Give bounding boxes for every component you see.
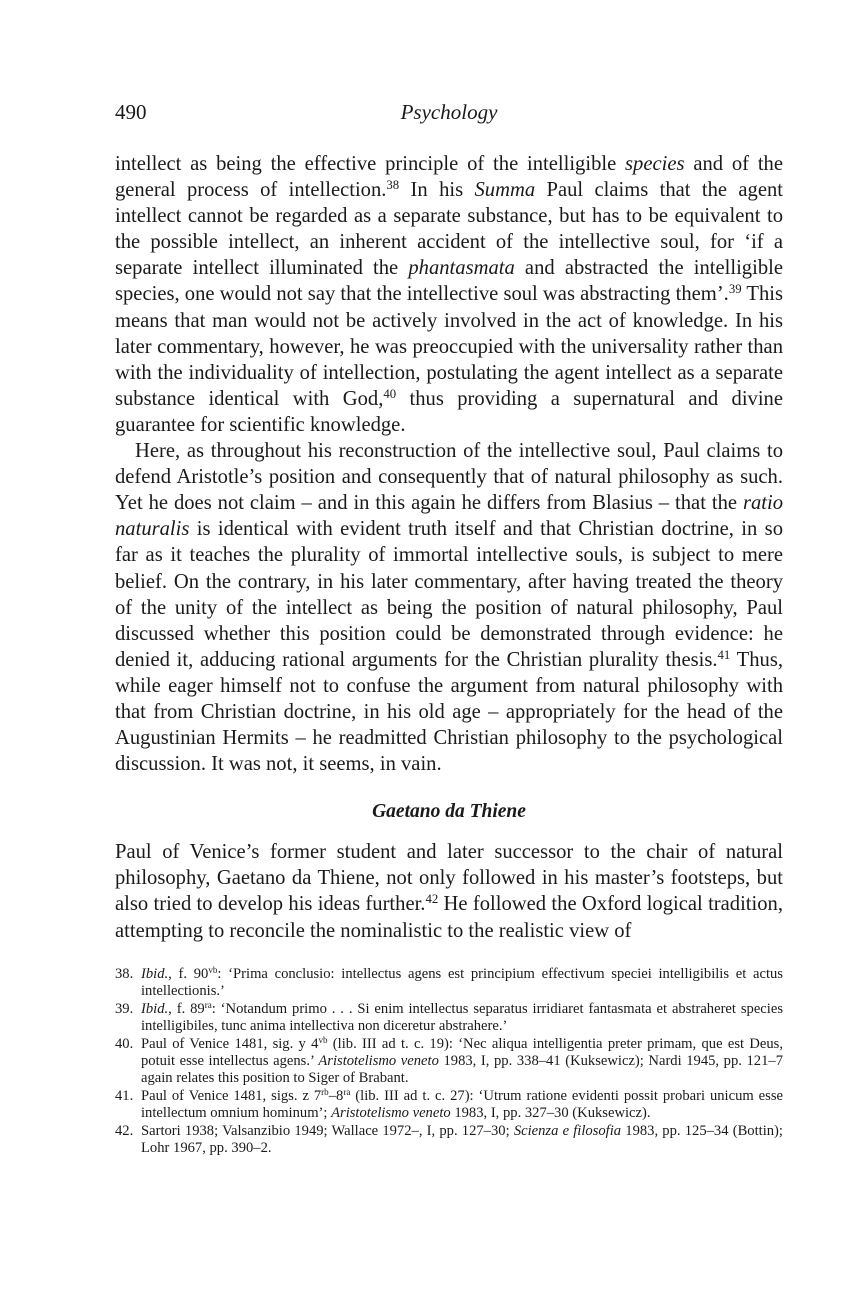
note-reference: 41 bbox=[717, 647, 731, 662]
italic-text: Summa bbox=[474, 179, 536, 202]
text-run: Paul of Venice 1481, sigs. z 7 bbox=[141, 1087, 322, 1104]
text-run: 1983, I, pp. 338–41 (Kuksewicz); Nardi 1945, pp. 121–7 again relates this position to Siger of Brabant. bbox=[141, 1053, 783, 1087]
footnote-text bbox=[141, 1036, 783, 1088]
footnote bbox=[115, 1088, 783, 1123]
text-run: thus providing a supernatural and divine guarantee for scientific knowledge. bbox=[115, 387, 783, 436]
note-reference: vb bbox=[318, 1034, 328, 1045]
footnote-text bbox=[141, 1001, 783, 1036]
body-text bbox=[115, 151, 783, 944]
text-run: –8 bbox=[328, 1087, 344, 1104]
note-reference: ra bbox=[204, 999, 212, 1010]
text-run: : ‘Prima conclusio: intellectus agens est principium effectivum speciei intelligibilis et actus intellectionis.’ bbox=[141, 966, 783, 1000]
text-run: 1983, pp. 125–34 (Bottin); Lohr 1967, pp. 390–2. bbox=[141, 1122, 783, 1157]
text-run: In his bbox=[399, 179, 475, 202]
running-head bbox=[115, 100, 783, 128]
footnote bbox=[115, 1036, 783, 1088]
text-run: 1983, I, pp. 327–30 (Kuksewicz). bbox=[450, 1105, 651, 1122]
footnote-number: 38. bbox=[115, 966, 134, 982]
text-run: Thus, while eager himself not to confuse the argument from natural philosophy with that from Christian doctrine, in his old age – appropriately for the head of the Augustinian Hermits – he readmitted Christian philosophy to the psychological discussion. It was not, it seems, in vain. bbox=[115, 648, 783, 776]
italic-text: Ibid. bbox=[141, 1000, 169, 1017]
text-run: is identical with evident truth itself and that Christian doctrine, in so far as it teaches the plurality of immortal intellective souls, is subject to mere belief. On the contrary, in his later commentary, after having treated the theory of the unity of the intellect as being the position of natural philosophy, Paul discussed whether this position could be demonstrated through evidence: he denied it, adducing rational arguments for the Christian plurality thesis. bbox=[115, 518, 783, 671]
text-run: (lib. III ad t. c. 27): ‘Utrum ratione evidenti possit probari unicum esse intellectum omnium hominum’; bbox=[141, 1087, 783, 1122]
footnotes bbox=[115, 966, 783, 1157]
footnote-number: 40. bbox=[115, 1035, 134, 1052]
note-reference: vb bbox=[208, 965, 218, 976]
footnote bbox=[115, 1001, 783, 1036]
note-reference: 40 bbox=[383, 386, 397, 401]
note-reference: 39 bbox=[728, 282, 742, 297]
text-run: This means that man would not be actively involved in the act of knowledge. In his later commentary, however, he was preoccupied with the universality rather than with the individuality of intellection, postulating the agent intellect as a separate substance identical with God, bbox=[115, 283, 783, 410]
note-reference: rb bbox=[321, 1086, 329, 1097]
text-run: : ‘Notandum primo . . . Si enim intellectus separatus irridiaret fantasmata et abstraheret species intelligibiles, tunc anima intellectiva non diceretur abstrahere.’ bbox=[141, 1000, 783, 1035]
body-paragraph bbox=[115, 438, 783, 777]
page-number: 490 bbox=[115, 100, 147, 124]
text-run: He followed the Oxford logical tradition, attempting to reconcile the nominalistic to the realistic view of bbox=[115, 893, 783, 942]
footnote-number: 39. bbox=[115, 1000, 134, 1017]
text-run: , f. 90 bbox=[168, 966, 209, 982]
italic-text: Scienza e filosofia bbox=[513, 1122, 622, 1139]
note-reference: 42 bbox=[425, 892, 439, 907]
italic-text: Aristotelismo veneto bbox=[331, 1105, 451, 1122]
section-heading bbox=[115, 799, 783, 825]
text-run: (lib. III ad t. c. 19): ‘Nec aliqua intelligentia preter primam, que est Deus, potuit esse intellectus agens.’ bbox=[141, 1035, 784, 1070]
footnote-number: 41. bbox=[115, 1087, 134, 1104]
italic-text: species bbox=[625, 153, 685, 175]
note-reference: 38 bbox=[386, 178, 400, 193]
text-run: and of the general process of intellection. bbox=[115, 153, 783, 202]
italic-text: phantasmata bbox=[408, 257, 515, 280]
text-run: Sartori 1938; Valsanzibio 1949; Wallace 1972–, I, pp. 127–30; bbox=[141, 1122, 514, 1139]
note-reference: ra bbox=[343, 1086, 351, 1097]
italic-text: Ibid. bbox=[141, 966, 169, 982]
text-run: Here, as throughout his reconstruction of the intellective soul, Paul claims to defend Aristotle’s position and consequently that of natural philosophy as such. Yet he does not claim – and in this again he differs from Blasius – that the bbox=[115, 440, 783, 515]
italic-text: Aristotelismo veneto bbox=[318, 1053, 439, 1070]
text-run: intellect as being the effective principle of the intelligible bbox=[115, 153, 626, 175]
body-paragraph bbox=[115, 151, 783, 438]
text-run: , f. 89 bbox=[168, 1000, 205, 1017]
body-paragraph bbox=[115, 839, 783, 943]
italic-text: ratio naturalis bbox=[115, 492, 783, 541]
text-run: Paul of Venice 1481, sig. y 4 bbox=[141, 1035, 319, 1052]
footnote-text bbox=[141, 1088, 783, 1123]
text-run: Gaetano da Thiene bbox=[372, 801, 526, 823]
running-title: Psychology bbox=[400, 100, 498, 124]
footnote bbox=[115, 966, 783, 1001]
footnote-number: 42. bbox=[115, 1122, 134, 1139]
footnote-text bbox=[141, 1123, 783, 1158]
text-run: Paul claims that the agent intellect cannot be regarded as a separate substance, but has to be equivalent to the possible intellect, an inherent accident of the intellective soul, for ‘if a separate intellect illuminated the bbox=[115, 179, 784, 280]
text-run: Paul of Venice’s former student and later successor to the chair of natural philosophy, Gaetano da Thiene, not only followed in his master’s footsteps, but also tried to develop his ideas further. bbox=[115, 841, 783, 916]
text-run: and abstracted the intelligible species, one would not say that the intellective soul was abstracting them’. bbox=[115, 257, 783, 306]
footnote-text bbox=[141, 966, 783, 1001]
footnote bbox=[115, 1123, 783, 1158]
